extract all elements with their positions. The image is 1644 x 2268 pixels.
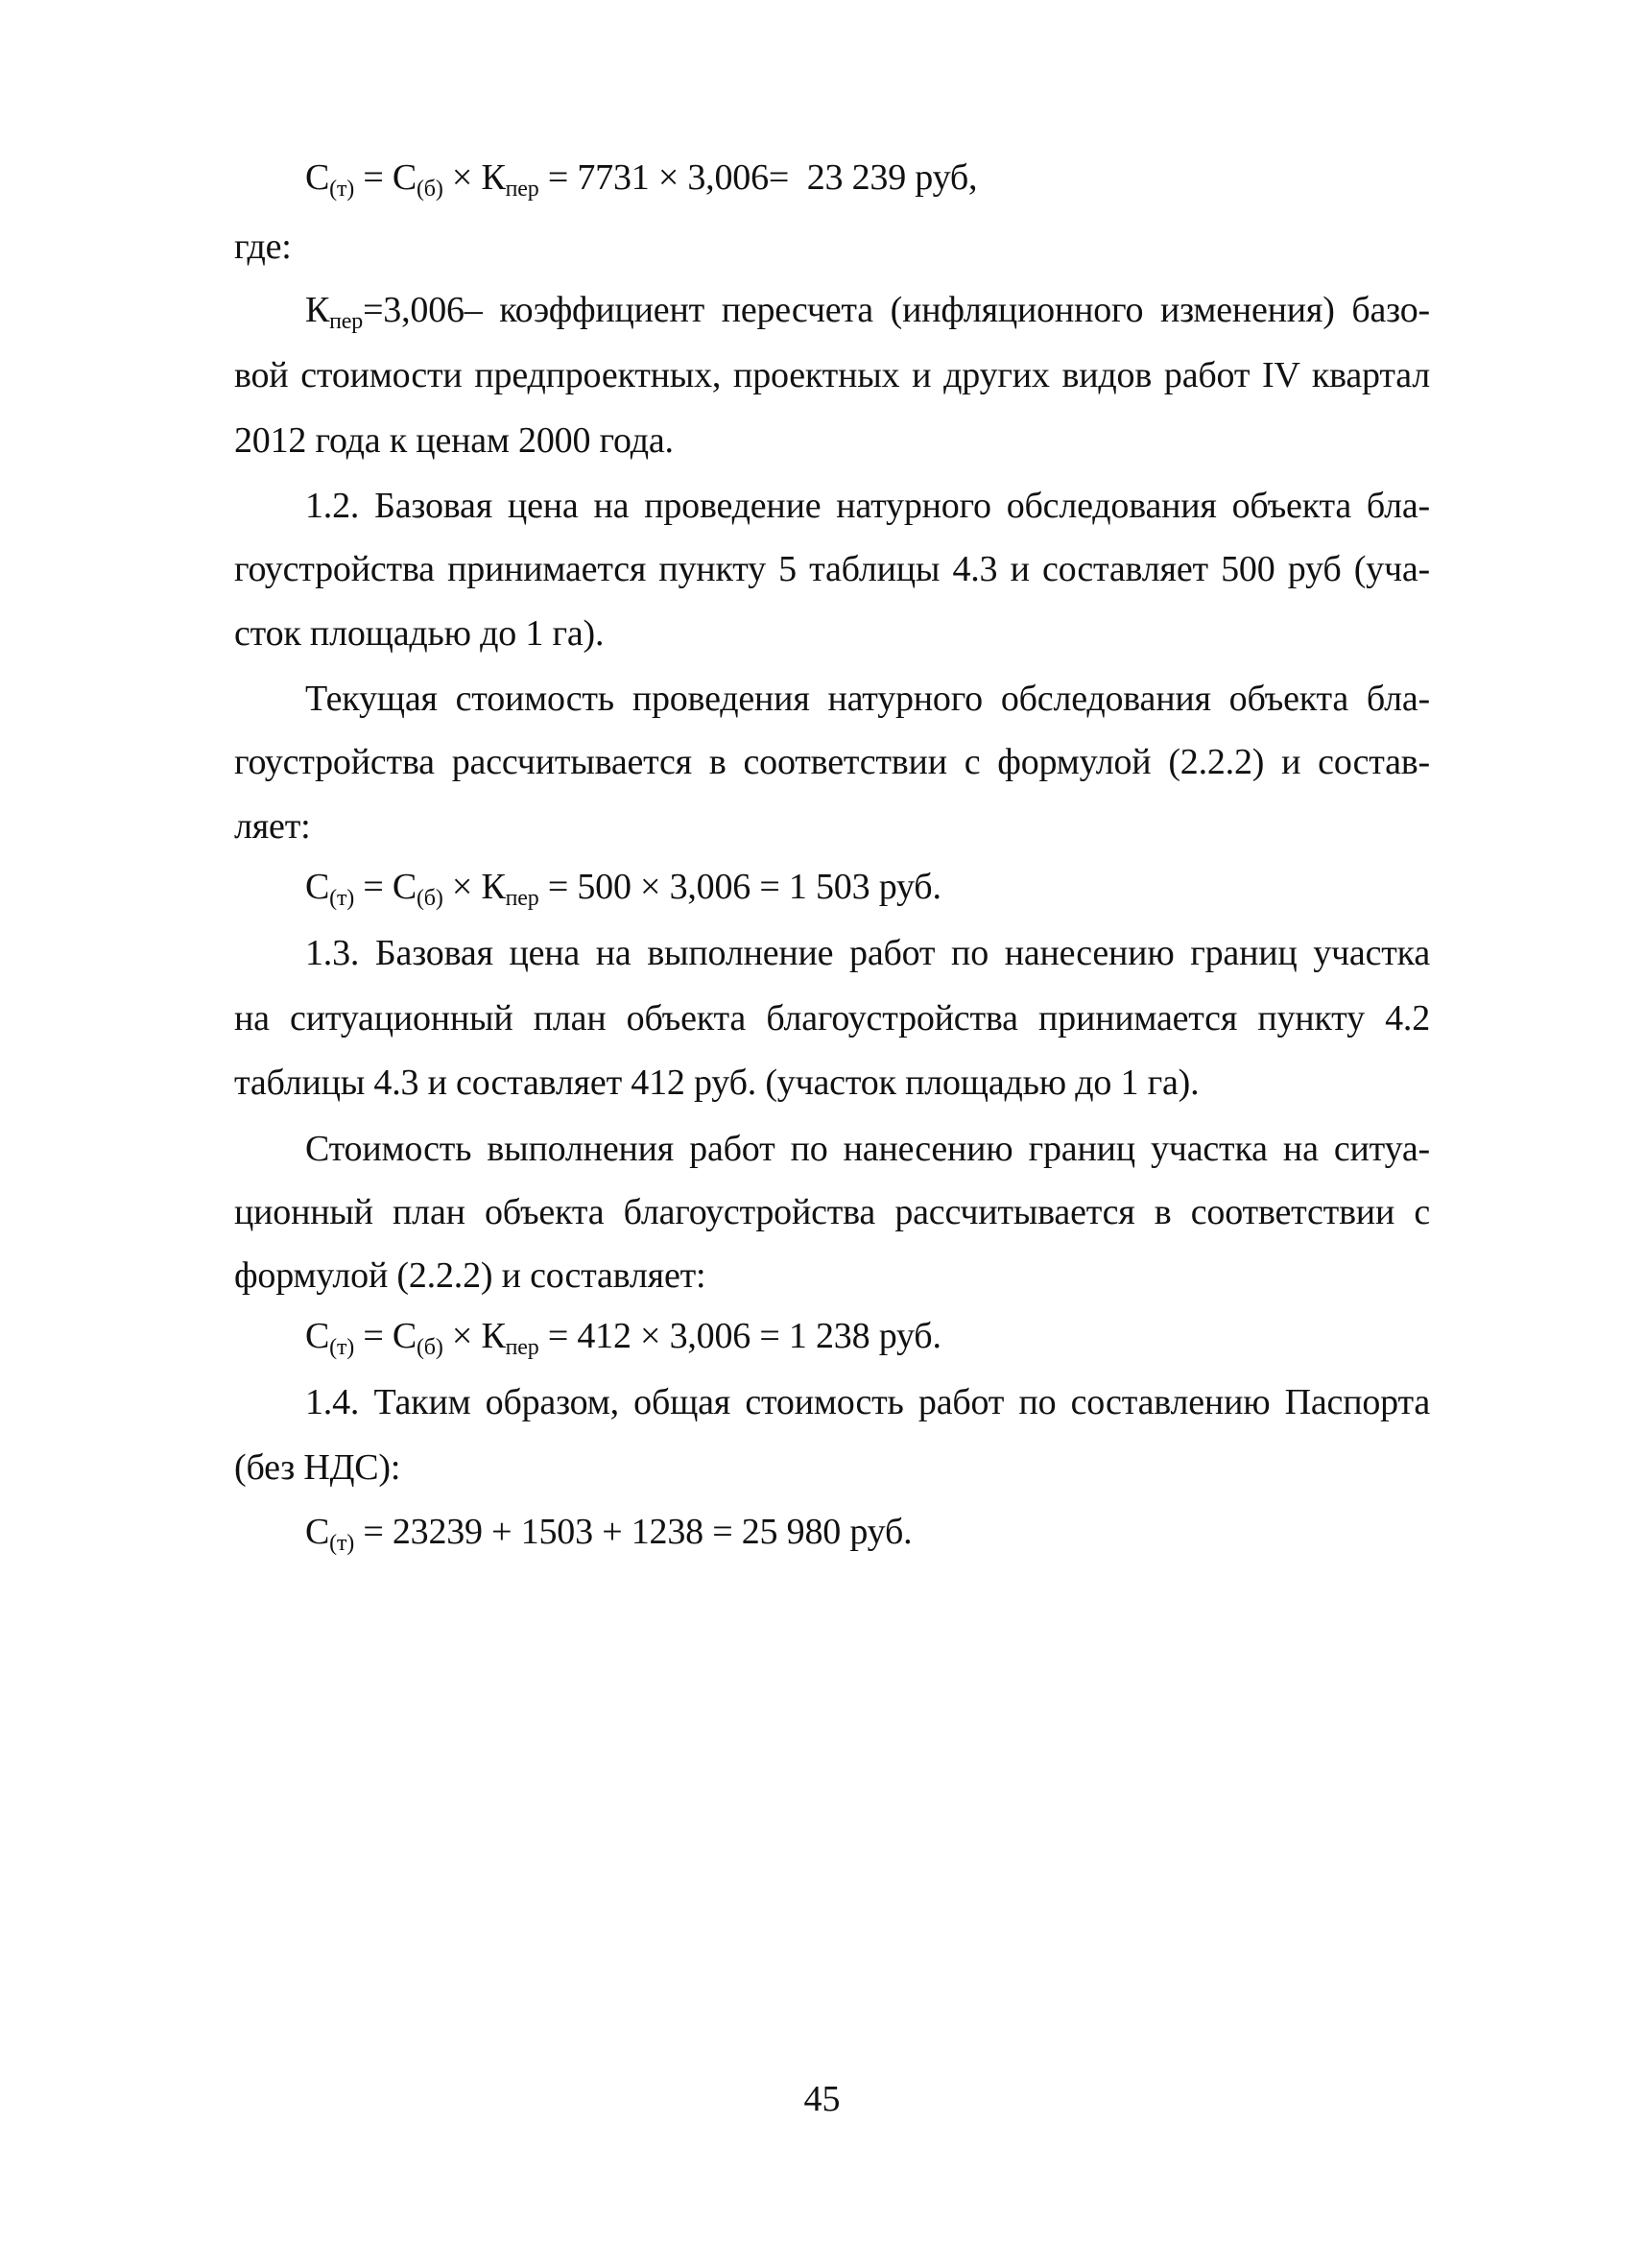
formula-survey-cost bbox=[305, 867, 941, 911]
item-1-4-line-1: 1.4. Таким образом, общая стоимость работ по составлению Паспорта bbox=[305, 1382, 1430, 1422]
current-cost-line-3: ляет: bbox=[234, 806, 311, 847]
formula-symbol: С bbox=[305, 157, 330, 198]
formula-boundary-cost bbox=[305, 1316, 941, 1360]
formula-subscript: пер bbox=[329, 309, 364, 334]
formula-subscript: (б) bbox=[417, 1335, 443, 1360]
formula-symbol: × К bbox=[442, 1316, 506, 1356]
item-1-3-line-3: таблицы 4.3 и составляет 412 руб. (участок площадью до 1 га). bbox=[234, 1062, 1200, 1103]
page-number: 45 bbox=[803, 2079, 841, 2119]
formula-subscript: (т) bbox=[329, 1335, 355, 1360]
formula-subscript: (т) bbox=[329, 1531, 355, 1556]
formula-value: = 7731 × 3,006= 23 239 руб, bbox=[538, 157, 978, 198]
formula-value: = 412 × 3,006 = 1 238 руб. bbox=[538, 1316, 941, 1356]
formula-subscript: пер bbox=[505, 886, 539, 911]
formula-subscript: (т) bbox=[329, 886, 355, 911]
formula-subscript: пер bbox=[505, 1335, 539, 1360]
formula-symbol: С bbox=[305, 867, 330, 907]
formula-symbol: = С bbox=[354, 1316, 417, 1356]
where-label: где: bbox=[234, 227, 292, 267]
current-cost-line-1: Текущая стоимость проведения натурного обследования объекта бла- bbox=[305, 679, 1430, 719]
item-1-2-line-1: 1.2. Базовая цена на проведение натурного обследования объекта бла- bbox=[305, 486, 1430, 526]
item-1-2-line-2: гоустройства принимается пункту 5 таблицы 4.3 и составляет 500 руб (уча- bbox=[234, 549, 1430, 589]
kper-definition-line-3: 2012 года к ценам 2000 года. bbox=[234, 420, 674, 461]
formula-subscript: (т) bbox=[329, 177, 355, 202]
formula-value: = 500 × 3,006 = 1 503 руб. bbox=[538, 867, 941, 907]
item-1-3-line-1: 1.3. Базовая цена на выполнение работ по нанесению границ участка bbox=[305, 933, 1430, 973]
current-cost-line-2: гоустройства рассчитывается в соответствии с формулой (2.2.2) и состав- bbox=[234, 742, 1430, 782]
kper-definition-text: =3,006– коэффициент пересчета (инфляционного изменения) базо- bbox=[363, 290, 1430, 330]
formula-symbol: С bbox=[305, 1512, 330, 1552]
execution-cost-line-2: ционный план объекта благоустройства рассчитывается в соответствии с bbox=[234, 1192, 1430, 1232]
formula-value: = 23239 + 1503 + 1238 = 25 980 руб. bbox=[354, 1512, 913, 1552]
formula-symbol: = С bbox=[354, 157, 417, 198]
formula-subscript: (б) bbox=[417, 886, 443, 911]
formula-symbol: = С bbox=[354, 867, 417, 907]
formula-symbol: × К bbox=[442, 867, 506, 907]
formula-symbol: С bbox=[305, 1316, 330, 1356]
formula-symbol: × К bbox=[442, 157, 506, 198]
formula-subscript: пер bbox=[505, 177, 539, 202]
execution-cost-line-3: формулой (2.2.2) и составляет: bbox=[234, 1255, 706, 1296]
kper-definition-line-1 bbox=[305, 290, 1430, 334]
formula-total-cost bbox=[305, 1512, 913, 1556]
formula-symbol: К bbox=[305, 290, 330, 330]
kper-definition-line-2: вой стоимости предпроектных, проектных и других видов работ IV квартал bbox=[234, 355, 1430, 395]
formula-base-design-cost bbox=[305, 157, 978, 202]
item-1-4-line-2: (без НДС): bbox=[234, 1447, 401, 1488]
item-1-2-line-3: сток площадью до 1 га). bbox=[234, 613, 605, 654]
execution-cost-line-1: Стоимость выполнения работ по нанесению границ участка на ситуа- bbox=[305, 1129, 1430, 1169]
formula-subscript: (б) bbox=[417, 177, 443, 202]
item-1-3-line-2: на ситуационный план объекта благоустройства принимается пункту 4.2 bbox=[234, 998, 1430, 1039]
